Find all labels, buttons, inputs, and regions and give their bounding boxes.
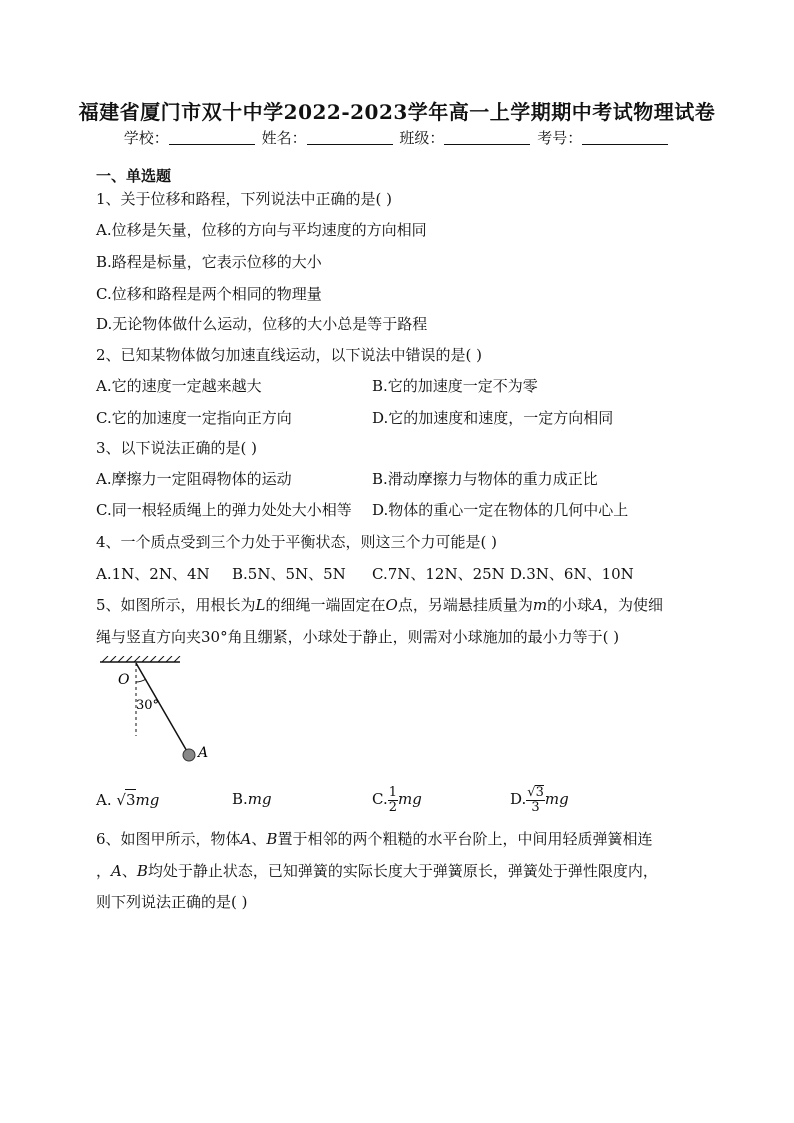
q1-option-b[interactable]: B.路程是标量，它表示位移的大小 (96, 253, 322, 271)
q4-option-b[interactable]: B.5N、5N、5N (232, 565, 346, 583)
option-prefix: C. (372, 790, 388, 808)
q5-stem-line1 (96, 595, 663, 615)
q1-option-a[interactable]: A.位移是矢量，位移的方向与平均速度的方向相同 (96, 221, 427, 239)
q6-text: 、 (251, 830, 267, 848)
q5-option-a[interactable] (96, 789, 159, 810)
q5-text: 的细绳一端固定在 (265, 596, 386, 614)
class-blank[interactable] (444, 130, 530, 145)
sqrt-symbol: √ (116, 791, 126, 809)
q6-stem-line2 (96, 861, 658, 881)
q6-stem-line3: 则下列说法正确的是( ) (96, 893, 248, 911)
option-prefix: A. (96, 791, 112, 809)
q6-text: ， (96, 862, 112, 880)
label-angle: 30° (136, 698, 160, 713)
mg-var: mg (247, 790, 272, 808)
option-prefix: D. (510, 790, 527, 808)
q3-stem: 3、以下说法正确的是( ) (96, 439, 258, 457)
q2-option-a[interactable]: A.它的速度一定越来越大 (96, 377, 262, 395)
q2-option-c[interactable]: C.它的加速度一定指向正方向 (96, 409, 292, 427)
school-blank[interactable] (169, 130, 255, 145)
q2-stem: 2、已知某物体做匀加速直线运动，以下说法中错误的是( ) (96, 346, 483, 364)
q5-stem-line2: 绳与竖直方向夹30°角且绷紧，小球处于静止，则需对小球施加的最小力等于( ) (96, 628, 620, 646)
q6-text: 、 (121, 862, 137, 880)
id-blank[interactable] (582, 130, 668, 145)
q5-option-b[interactable] (232, 789, 272, 809)
q6-var-B: B (136, 862, 148, 880)
q4-stem: 4、一个质点受到三个力处于平衡状态，则这三个力可能是( ) (96, 533, 498, 551)
ball-A (183, 749, 195, 761)
fraction-denominator: 3 (531, 800, 540, 815)
q2-option-b[interactable]: B.它的加速度一定不为零 (372, 377, 538, 395)
q5-text: 5、如图所示，用根长为 (96, 596, 256, 614)
q4-option-d[interactable]: D.3N、6N、10N (510, 565, 634, 583)
name-label: 姓名： (261, 129, 307, 147)
q5-text: ，为使细 (602, 596, 663, 614)
mg-var: mg (398, 790, 422, 808)
sqrt-value: 3 (125, 791, 136, 809)
label-O: O (118, 672, 130, 688)
school-label: 学校： (123, 129, 169, 147)
q6-text: 均处于静止状态，已知弹簧的实际长度大于弹簧原长，弹簧处于弹性限度内， (147, 862, 658, 880)
q3-option-b[interactable]: B.滑动摩擦力与物体的重力成正比 (372, 470, 598, 488)
q3-option-c[interactable]: C.同一根轻质绳上的弹力处处大小相等 (96, 501, 352, 519)
q5-option-d[interactable] (510, 779, 569, 819)
q1-option-d[interactable]: D.无论物体做什么运动，位移的大小总是等于路程 (96, 315, 428, 333)
option-prefix: B. (232, 790, 248, 808)
q5-var-O: O (385, 596, 398, 614)
ceiling-hatch (102, 656, 180, 662)
q3-option-a[interactable]: A.摩擦力一定阻碍物体的运动 (96, 470, 292, 488)
q2-option-d[interactable]: D.它的加速度和速度，一定方向相同 (372, 409, 614, 427)
student-info-line (0, 127, 794, 148)
class-label: 班级： (399, 129, 445, 147)
q4-option-a[interactable]: A.1N、2N、4N (96, 565, 210, 583)
q6-text: 6、如图甲所示，物体 (96, 830, 241, 848)
q5-var-L: L (255, 596, 266, 614)
page-title: 福建省厦门市双十中学2022-2023学年高一上学期期中考试物理试卷 (78, 100, 716, 124)
sqrt-symbol: √ (527, 785, 536, 800)
q5-var-A: A (592, 596, 603, 614)
q5-pendulum-figure (96, 656, 226, 766)
q5-var-m: m (532, 596, 548, 614)
name-blank[interactable] (307, 130, 393, 145)
q6-text: 置于相邻的两个粗糙的水平台阶上，中间用轻质弹簧相连 (277, 830, 653, 848)
q6-var-B: B (266, 830, 278, 848)
q5-text: 的小球 (547, 596, 593, 614)
sqrt-value: 3 (535, 785, 544, 800)
q5-text: 点，另端悬挂质量为 (397, 596, 533, 614)
fraction-numerator: 1 (388, 784, 397, 800)
q5-option-c[interactable] (372, 779, 422, 819)
q1-stem: 1、关于位移和路程，下列说法中正确的是( ) (96, 190, 393, 208)
label-A: A (198, 745, 209, 761)
q6-var-A: A (240, 830, 252, 848)
mg-var: mg (135, 791, 160, 809)
fraction-numerator (526, 785, 545, 801)
fraction (526, 785, 545, 815)
q1-option-c[interactable]: C.位移和路程是两个相同的物理量 (96, 285, 322, 303)
fraction-denominator: 2 (388, 799, 397, 815)
section-title: 一、单选题 (96, 167, 172, 185)
q6-stem-line1 (96, 829, 652, 849)
id-label: 考号： (537, 129, 583, 147)
q6-var-A: A (111, 862, 122, 880)
q3-option-d[interactable]: D.物体的重心一定在物体的几何中心上 (372, 501, 629, 519)
q4-option-c[interactable]: C.7N、12N、25N (372, 565, 505, 583)
fraction (388, 786, 398, 815)
angle-arc (136, 679, 146, 682)
mg-var: mg (544, 790, 569, 808)
